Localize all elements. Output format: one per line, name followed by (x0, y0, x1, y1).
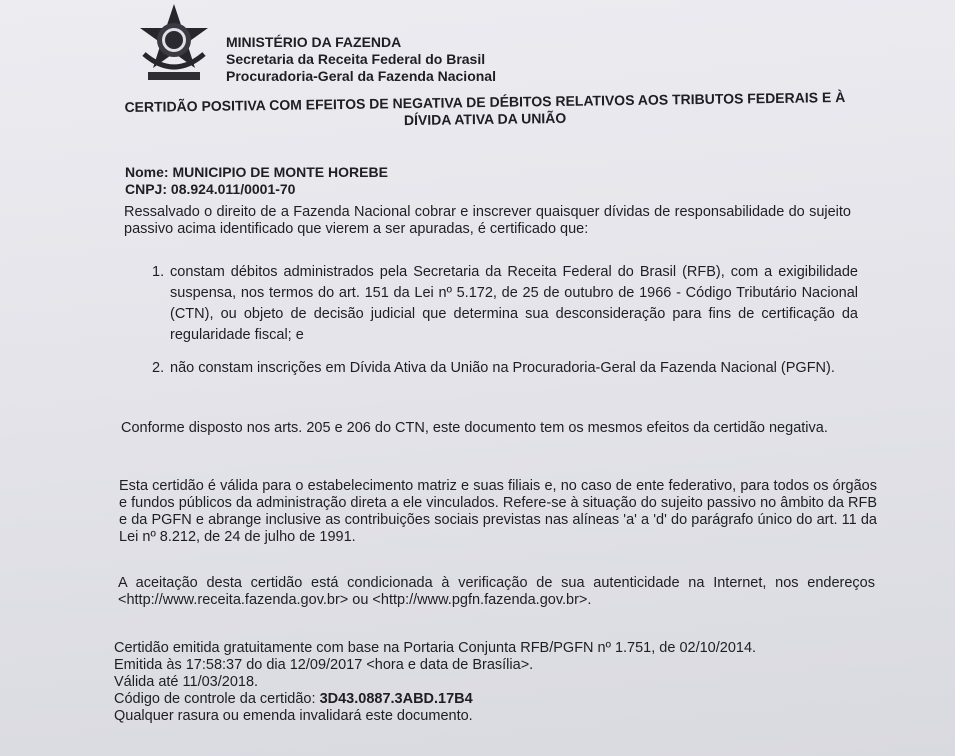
item-text: não constam inscrições em Dívida Ativa da União na Procuradoria-Geral da Fazenda Nacional (PGFN). (170, 360, 835, 376)
issue-datetime: Emitida às 17:58:37 do dia 12/09/2017 <hora e data de Brasília>. (114, 657, 534, 673)
validity-paragraph: Esta certidão é válida para o estabelecimento matriz e suas filiais e, no caso de ente federativo, para todos os órgãos e fundos públicos da administração direta a ele vinculados. Refere-se à situação do sujeito passivo no âmbito da RFB e da PGFN e abrange inclusive as contribuições sociais previstas nas alíneas 'a' a 'd' do parágrafo único do art. 11 da Lei nº 8.212, de 24 de julho de 1991. (119, 478, 877, 545)
issuance-footer (114, 640, 874, 725)
header-block (226, 34, 496, 85)
item-number: 2. (152, 360, 165, 376)
procuradoria-name: Procuradoria-Geral da Fazenda Nacional (226, 68, 496, 84)
taxpayer-cnpj: 08.924.011/0001-70 (170, 181, 296, 197)
control-code: 3D43.0887.3ABD.17B4 (319, 691, 473, 707)
item-number: 1. (152, 264, 165, 280)
control-code-line (114, 691, 874, 708)
name-label: Nome: (125, 164, 169, 180)
item-text: constam débitos administrados pela Secretaria da Receita Federal do Brasil (RFB), com a exigibilidade suspensa, nos termos do art. 151 da Lei nº 5.172, de 25 de outubro de 1966 - Código Tributário Nacional (CTN), ou objeto de decisão judicial que determina sua desconsideração para fins de certificação da regularidade fiscal; e (170, 264, 858, 343)
taxpayer-identification (125, 164, 388, 198)
tamper-warning: Qualquer rasura ou emenda invalidará este documento. (114, 708, 473, 724)
valid-until: Válida até 11/03/2018. (114, 674, 259, 690)
cnpj-label: CNPJ: (125, 181, 168, 197)
control-code-label: Código de controle da certidão: (114, 691, 316, 707)
list-item (152, 360, 858, 377)
ministry-name: MINISTÉRIO DA FAZENDA (226, 34, 402, 50)
brasao-republica-icon (134, 2, 214, 84)
authenticity-paragraph: A aceitação desta certidão está condicionada à verificação de sua autenticidade na Internet, nos endereços <http://www.receita.fazenda.gov.br> ou <http://www.pgfn.fazenda.gov.br>. (118, 575, 875, 608)
list-item (152, 262, 858, 346)
effects-paragraph: Conforme disposto nos arts. 205 e 206 do CTN, este documento tem os mesmos efeitos da certidão negativa. (121, 420, 828, 436)
intro-paragraph: Ressalvado o direito de a Fazenda Nacional cobrar e inscrever quaisquer dívidas de responsabilidade do sujeito passivo acima identificado que vierem a ser apuradas, é certificado que: (124, 204, 851, 237)
taxpayer-name: MUNICIPIO DE MONTE HOREBE (172, 164, 388, 180)
certificate-title: CERTIDÃO POSITIVA COM EFEITOS DE NEGATIVA DE DÉBITOS RELATIVOS AOS TRIBUTOS FEDERAIS E À DÍVIDA ATIVA DA UNIÃO (124, 88, 846, 129)
legal-basis: Certidão emitida gratuitamente com base na Portaria Conjunta RFB/PGFN nº 1.751, de 02/10/2014. (114, 640, 757, 656)
secretariat-name: Secretaria da Receita Federal do Brasil (226, 51, 486, 67)
